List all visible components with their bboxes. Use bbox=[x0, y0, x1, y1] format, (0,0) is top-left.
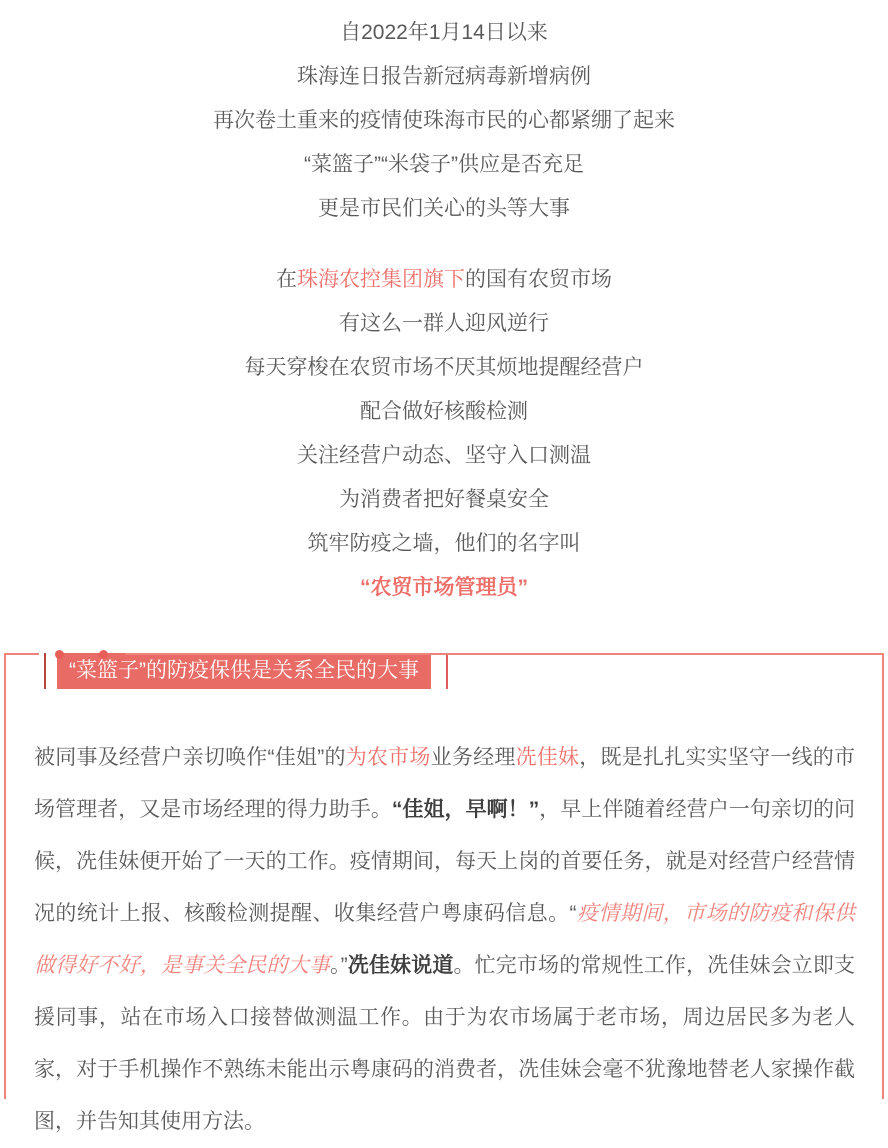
frame-top-line bbox=[125, 653, 882, 655]
intro-line: 配合做好核酸检测 bbox=[360, 400, 528, 423]
section-header bbox=[44, 653, 882, 689]
decorated-frame bbox=[4, 653, 884, 1133]
paragraph-text: 。” bbox=[329, 954, 348, 977]
intro-line: 筑牢防疫之墙，他们的名字叫 bbox=[307, 532, 581, 555]
company-name-highlight: 珠海农控集团旗下 bbox=[297, 268, 465, 291]
header-right-tick bbox=[446, 653, 448, 689]
intro-text: 在 bbox=[276, 268, 297, 291]
paragraph-text: 。忙完市场的常规性工作，冼佳妹会立即支援同事，站在市场入口接替做测温工作。由于为农市场属于老市场，周边居民多为老人家，对于手机操作不熟练未能出示粤康码的消费者，冼佳妹会毫不犹豫地替老人家操作截图，并告知其使用方法。 bbox=[34, 954, 856, 1133]
intro-line: 有这么一群人迎风逆行 bbox=[339, 312, 549, 335]
intro-line: 关注经营户动态、坚守入口测温 bbox=[297, 444, 591, 467]
decorative-dot bbox=[55, 650, 64, 659]
intro-line: 再次卷土重来的疫情使珠海市民的心都紧绷了起来 bbox=[213, 109, 675, 132]
header-left-tick bbox=[44, 653, 46, 689]
section-title: “菜篮子”的防疫保供是关系全民的大事 bbox=[57, 653, 431, 689]
decorative-dot bbox=[99, 650, 108, 659]
intro-line: 为消费者把好餐桌安全 bbox=[339, 488, 549, 511]
intro-line-highlighted bbox=[0, 258, 888, 302]
person-name-highlight: 冼佳妹 bbox=[515, 746, 580, 769]
speaker-name-bold: 冼佳妹说道 bbox=[347, 954, 454, 977]
paragraph-text: 被同事及经营户亲切唤作“佳姐”的 bbox=[34, 746, 346, 769]
quote-red-italic: 疫情期间，市场的防疫和保供做得好不好，是事关全民的大事 bbox=[34, 902, 856, 977]
paragraph-text: 业务经理 bbox=[430, 746, 516, 769]
paragraph-text: ，早上伴随着经营户一句亲切的问候，冼佳妹便开始了一天的工作。疫情期间，每天上岗的首要任务，就是对经营户经营情况的统计上报、核酸检测提醒、收集经营户粤康码信息。“ bbox=[34, 798, 856, 925]
intro-title-red: “农贸市场管理员” bbox=[360, 576, 528, 599]
intro-text: 的国有农贸市场 bbox=[465, 268, 612, 291]
article-paragraph bbox=[34, 732, 855, 1148]
quoted-greeting-bold: “佳姐，早啊！” bbox=[391, 798, 540, 821]
intro-line: 每天穿梭在农贸市场不厌其烦地提醒经营户 bbox=[244, 356, 644, 379]
intro-line: “菜篮子”“米袋子”供应是否充足 bbox=[304, 153, 584, 176]
intro-line: 更是市民们关心的头等大事 bbox=[318, 197, 570, 220]
intro-line: 珠海连日报告新冠病毒新增病例 bbox=[297, 65, 591, 88]
market-name-highlight: 为农市场 bbox=[345, 746, 431, 769]
frame-corner-line bbox=[4, 653, 39, 655]
paragraph-text: ，既是扎扎实实坚守一线的市场管理者，又是市场经理的得力助手。 bbox=[34, 746, 856, 821]
intro-line: 自2022年1月14日以来 bbox=[340, 21, 548, 44]
